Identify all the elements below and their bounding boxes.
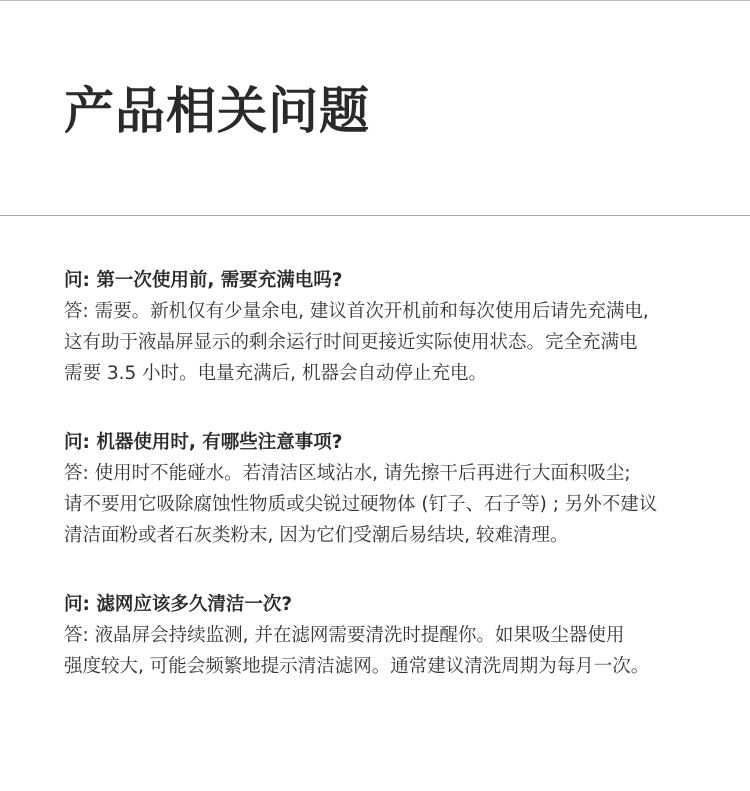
faq-answer — [64, 296, 714, 389]
page-title: 产品相关问题 — [64, 82, 370, 140]
faq-question: 问: 滤网应该多久清洁一次? — [64, 594, 293, 615]
faq-list — [64, 265, 714, 720]
faq-question: 问: 第一次使用前, 需要充满电吗? — [64, 270, 343, 291]
faq-answer-line: 强度较大, 可能会频繁地提示清洁滤网。通常建议清洗周期为每月一次。 — [64, 656, 650, 677]
faq-answer-line: 清洁面粉或者石灰类粉末, 因为它们受潮后易结块, 较难清理。 — [64, 525, 569, 546]
top-divider — [0, 0, 750, 1]
faq-answer-line: 这有助于液晶屏显示的剩余运行时间更接近实际使用状态。完全充满电 — [64, 332, 638, 353]
faq-item — [64, 589, 714, 682]
faq-answer-line: 答: 液晶屏会持续监测, 并在滤网需要清洗时提醒你。如果吸尘器使用 — [64, 625, 625, 646]
title-divider — [0, 215, 750, 216]
faq-answer — [64, 620, 714, 682]
faq-answer-line: 请不要用它吸除腐蚀性物质或尖锐过硬物体 (钉子、石子等) ; 另外不建议 — [64, 494, 658, 515]
faq-answer-line: 答: 使用时不能碰水。若清洁区域沾水, 请先擦干后再进行大面积吸尘; — [64, 463, 631, 484]
faq-answer — [64, 458, 714, 551]
faq-question: 问: 机器使用时, 有哪些注意事项? — [64, 432, 343, 453]
faq-item — [64, 265, 714, 389]
faq-item — [64, 427, 714, 551]
faq-answer-line: 需要 3.5 小时。电量充满后, 机器会自动停止充电。 — [64, 363, 487, 384]
faq-answer-line: 答: 需要。新机仅有少量余电, 建议首次开机前和每次使用后请先充满电, — [64, 301, 649, 322]
